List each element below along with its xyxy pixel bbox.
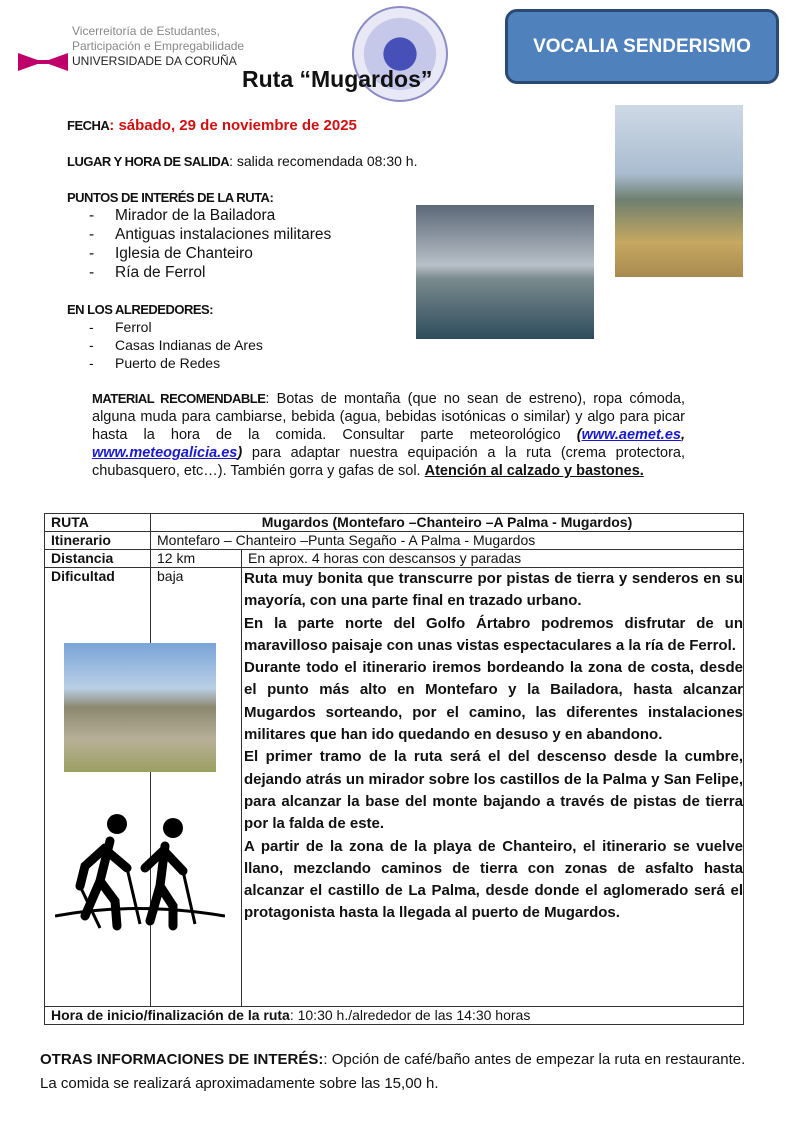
meteogalicia-link[interactable]: www.meteogalicia.es bbox=[92, 445, 238, 461]
description-paragraph: El primer tramo de la ruta será el del descenso desde la cumbre, dejando atrás un mirador sobre los castillos de la Palma y San Felipe, para alcanzar la base del monte bajando a través de pistas de tierra por la falda de este. bbox=[244, 748, 743, 833]
table-row bbox=[45, 550, 744, 568]
table-row bbox=[45, 532, 744, 550]
bunker-photo bbox=[64, 643, 216, 772]
list-item: - Ría de Ferrol bbox=[115, 263, 331, 282]
vocalia-badge: VOCALIA SENDERISMO bbox=[505, 9, 779, 84]
list-item: - Iglesia de Chanteiro bbox=[115, 244, 331, 263]
otras-label: OTRAS INFORMACIONES DE INTERÉS: bbox=[40, 1051, 324, 1068]
material-text: : Botas de montaña (que no sean de estreno), ropa cómoda, alguna muda para cambiarse, bebida (agua, bebidas isotónicas o similar) y algo para picar hasta la hora de la comida. Consultar parte meteorológico bbox=[92, 391, 685, 443]
material-text-2: para adaptar nuestra equipación a la ruta (crema protectora, chubasquero, etc…). También gorra y gafas de sol. bbox=[92, 445, 685, 479]
list-item: - Casas Indianas de Ares bbox=[115, 336, 263, 354]
list-item: - Ferrol bbox=[115, 318, 263, 336]
distancia-value: 12 km bbox=[151, 550, 242, 568]
university-logo-icon bbox=[18, 51, 68, 73]
otras-text: : Opción de café/baño antes de empezar la ruta en restaurante. bbox=[323, 1051, 746, 1068]
alrededores-list bbox=[115, 318, 263, 372]
material-label: MATERIAL RECOMENDABLE bbox=[92, 391, 266, 406]
itinerario-value: Montefaro – Chanteiro –Punta Segaño - A Palma - Mugardos bbox=[151, 532, 744, 550]
list-item: - Puerto de Redes bbox=[115, 354, 263, 372]
church-photo bbox=[615, 105, 743, 277]
route-table bbox=[44, 513, 744, 1025]
university-header bbox=[72, 24, 244, 69]
otras-informaciones bbox=[40, 1048, 785, 1096]
description-paragraph: A partir de la zona de la playa de Chanteiro, el itinerario se vuelve llano, mezclando caminos de tierra con zonas de asfalto hasta alcanzar el castillo de La Palma, desde donde el aglomerado será el protagonista hasta la llegada al puerto de Mugardos. bbox=[244, 837, 743, 922]
list-item: - Antiguas instalaciones militares bbox=[115, 225, 331, 244]
itinerario-label: Itinerario bbox=[51, 532, 111, 548]
dificultad-label: Dificultad bbox=[51, 568, 115, 584]
hora-label: Hora de inicio/finalización de la ruta bbox=[51, 1007, 290, 1023]
lugar-line bbox=[67, 153, 417, 169]
fecha-label: FECHA bbox=[67, 118, 110, 133]
hora-value: : 10:30 h./alrededor de las 14:30 horas bbox=[289, 1007, 531, 1023]
aemet-link[interactable]: www.aemet.es bbox=[581, 427, 681, 443]
description-paragraph: Durante todo el itinerario iremos bordeando la zona de costa, desde el punto más alto en Montefaro y la Bailadora, hasta alcanzar Mugardos sorteando, por el camino, las diferentes instalaciones militares que han ido quedando en desuso y en abandono. bbox=[244, 659, 743, 744]
description-paragraph: Ruta muy bonita que transcurre por pistas de tierra y senderos en su mayoría, con una parte final en trazado urbano. bbox=[244, 570, 743, 610]
harbor-boats-photo bbox=[416, 205, 594, 339]
lugar-label: LUGAR Y HORA DE SALIDA bbox=[67, 154, 230, 169]
distancia-label: Distancia bbox=[51, 550, 114, 566]
vicerreitoria-text: Vicerreitoría de Estudantes, bbox=[72, 24, 220, 38]
fecha-line: FECHA: sábado, 29 de noviembre de 2025 bbox=[67, 117, 357, 134]
table-row bbox=[45, 1007, 744, 1025]
table-row bbox=[45, 568, 744, 1007]
participacion-text: Participación e Empregabilidade bbox=[72, 39, 245, 53]
calzado-warning: Atención al calzado y bastones. bbox=[424, 463, 644, 479]
table-row bbox=[45, 514, 744, 532]
puntos-list bbox=[115, 206, 331, 282]
alrededores-label: EN LOS ALREDEDORES: bbox=[67, 302, 214, 317]
hikers-icon bbox=[55, 806, 225, 931]
distancia-time: En aprox. 4 horas con descansos y paradas bbox=[242, 550, 744, 568]
puntos-label: PUNTOS DE INTERÉS DE LA RUTA: bbox=[67, 190, 274, 205]
description-paragraph: En la parte norte del Golfo Ártabro podremos disfrutar de un maravilloso paisaje con unas vistas espectaculares a la ría de Ferrol. bbox=[244, 614, 743, 654]
university-name: UNIVERSIDADE DA CORUÑA bbox=[72, 54, 237, 68]
fecha-value: sábado, 29 de noviembre de 2025 bbox=[118, 117, 357, 134]
material-paragraph: MATERIAL RECOMENDABLE: Botas de montaña (que no sean de estreno), ropa cómoda, alguna muda para cambiarse, bebida (agua, bebidas isotónicas o similar) y algo para picar hasta la hora de la comida. Consultar parte meteorológico (www.aemet.es, www.meteogalicia.es) para adaptar nuestra equipación a la ruta (crema protectora, chubasquero, etc…). También gorra y gafas de sol. Atención al calzado y bastones. bbox=[92, 391, 685, 479]
ruta-label: RUTA bbox=[51, 514, 89, 530]
comida-text: La comida se realizará aproximadamente sobre las 15,00 h. bbox=[40, 1075, 439, 1092]
ruta-value: Mugardos (Montefaro –Chanteiro –A Palma - Mugardos) bbox=[261, 514, 633, 530]
list-item: - Mirador de la Bailadora bbox=[115, 206, 331, 225]
route-description bbox=[242, 568, 744, 1007]
lugar-value: : salida recomendada 08:30 h. bbox=[229, 153, 418, 169]
page-title: Ruta “Mugardos” bbox=[242, 66, 433, 92]
dificultad-value: baja bbox=[151, 568, 242, 1007]
